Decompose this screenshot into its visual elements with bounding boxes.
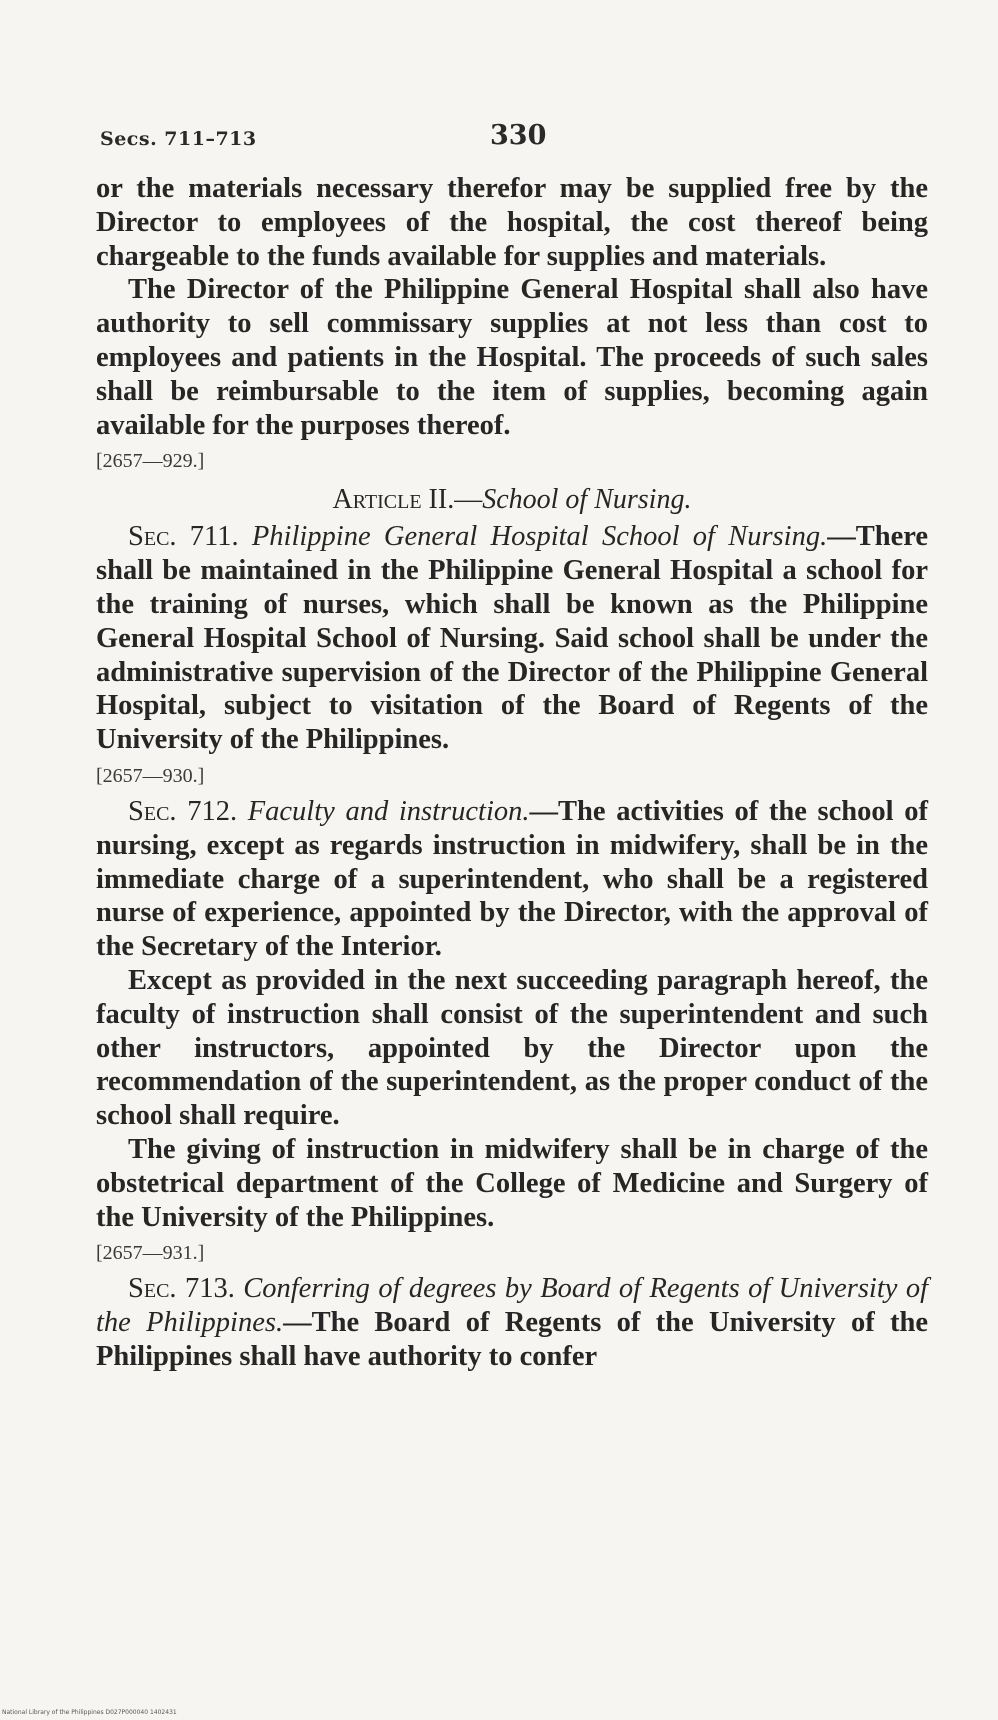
article-heading xyxy=(96,480,928,520)
paragraph-faculty: Except as provided in the next succeeding paragraph hereof, the faculty of instruction shall consist of the superintendent and such other instructors, appointed by the Director upon the recommendation of the superintendent, as the proper conduct of the school shall require. xyxy=(96,964,928,1132)
section-713-text: —The Board of Regents of the University of the Philippines shall have authority to confer xyxy=(96,1307,928,1372)
paragraph-continued: or the materials necessary therefor may be supplied free by the Director to employees of the hospital, the cost thereof being chargeable to the funds available for supplies and materials. xyxy=(96,173,928,272)
page-body xyxy=(96,172,928,1374)
section-range: Secs. 711–713 xyxy=(100,128,257,150)
paragraph-commissary: The Director of the Philippine General Hospital shall also have authority to sell commissary supplies at not less than cost to employees and patients in the Hospital. The proceeds of such sales shall be reimbursable to the item of supplies, becoming again available for the purposes thereof. xyxy=(96,274,928,441)
page-header xyxy=(100,120,900,160)
reference-931: [2657—931.] xyxy=(96,1242,205,1265)
section-712-text: —The activities of the school of nursing, except as regards instruction in midwifery, shall be in the immediate charge of a superintendent, who shall be a registered nurse of experience, appointed by the Director, with the approval of the Secretary of the Interior. xyxy=(96,795,928,963)
article-label: Article II.— xyxy=(332,484,483,516)
paragraph-midwifery: The giving of instruction in midwifery shall be in charge of the obstetrical department of the College of Medicine and Surgery of the University of the Philippines. xyxy=(96,1133,928,1233)
page-number: 330 xyxy=(490,120,547,151)
article-title: School of Nursing. xyxy=(482,484,692,516)
section-711-title: Philippine General Hospital School of Nursing. xyxy=(251,521,828,553)
scan-footer-note: National Library of the Philippines D027P000040 1402431 xyxy=(2,1709,177,1716)
section-711 xyxy=(96,520,928,757)
section-711-label: Sec. 711. xyxy=(128,521,239,553)
section-712-label: Sec. 712. xyxy=(128,795,238,827)
reference-930: [2657—930.] xyxy=(96,764,205,787)
section-711-text: —There shall be maintained in the Philippine General Hospital a school for the training of nurses, which shall be known as the Philippine General Hospital School of Nursing. Said school shall be under the administrative supervision of the Director of the Philippine General Hospital, subject to visitation of the Board of Regents of the University of the Philippines. xyxy=(96,521,928,756)
section-713-label: Sec. 713. xyxy=(128,1273,235,1305)
section-712-title: Faculty and instruction. xyxy=(247,795,530,827)
reference-929: [2657—929.] xyxy=(96,450,205,473)
section-712 xyxy=(96,795,928,964)
section-713-title: Conferring of degrees by Board of Regents of University of the Philippines. xyxy=(96,1273,928,1339)
section-713 xyxy=(96,1272,928,1373)
